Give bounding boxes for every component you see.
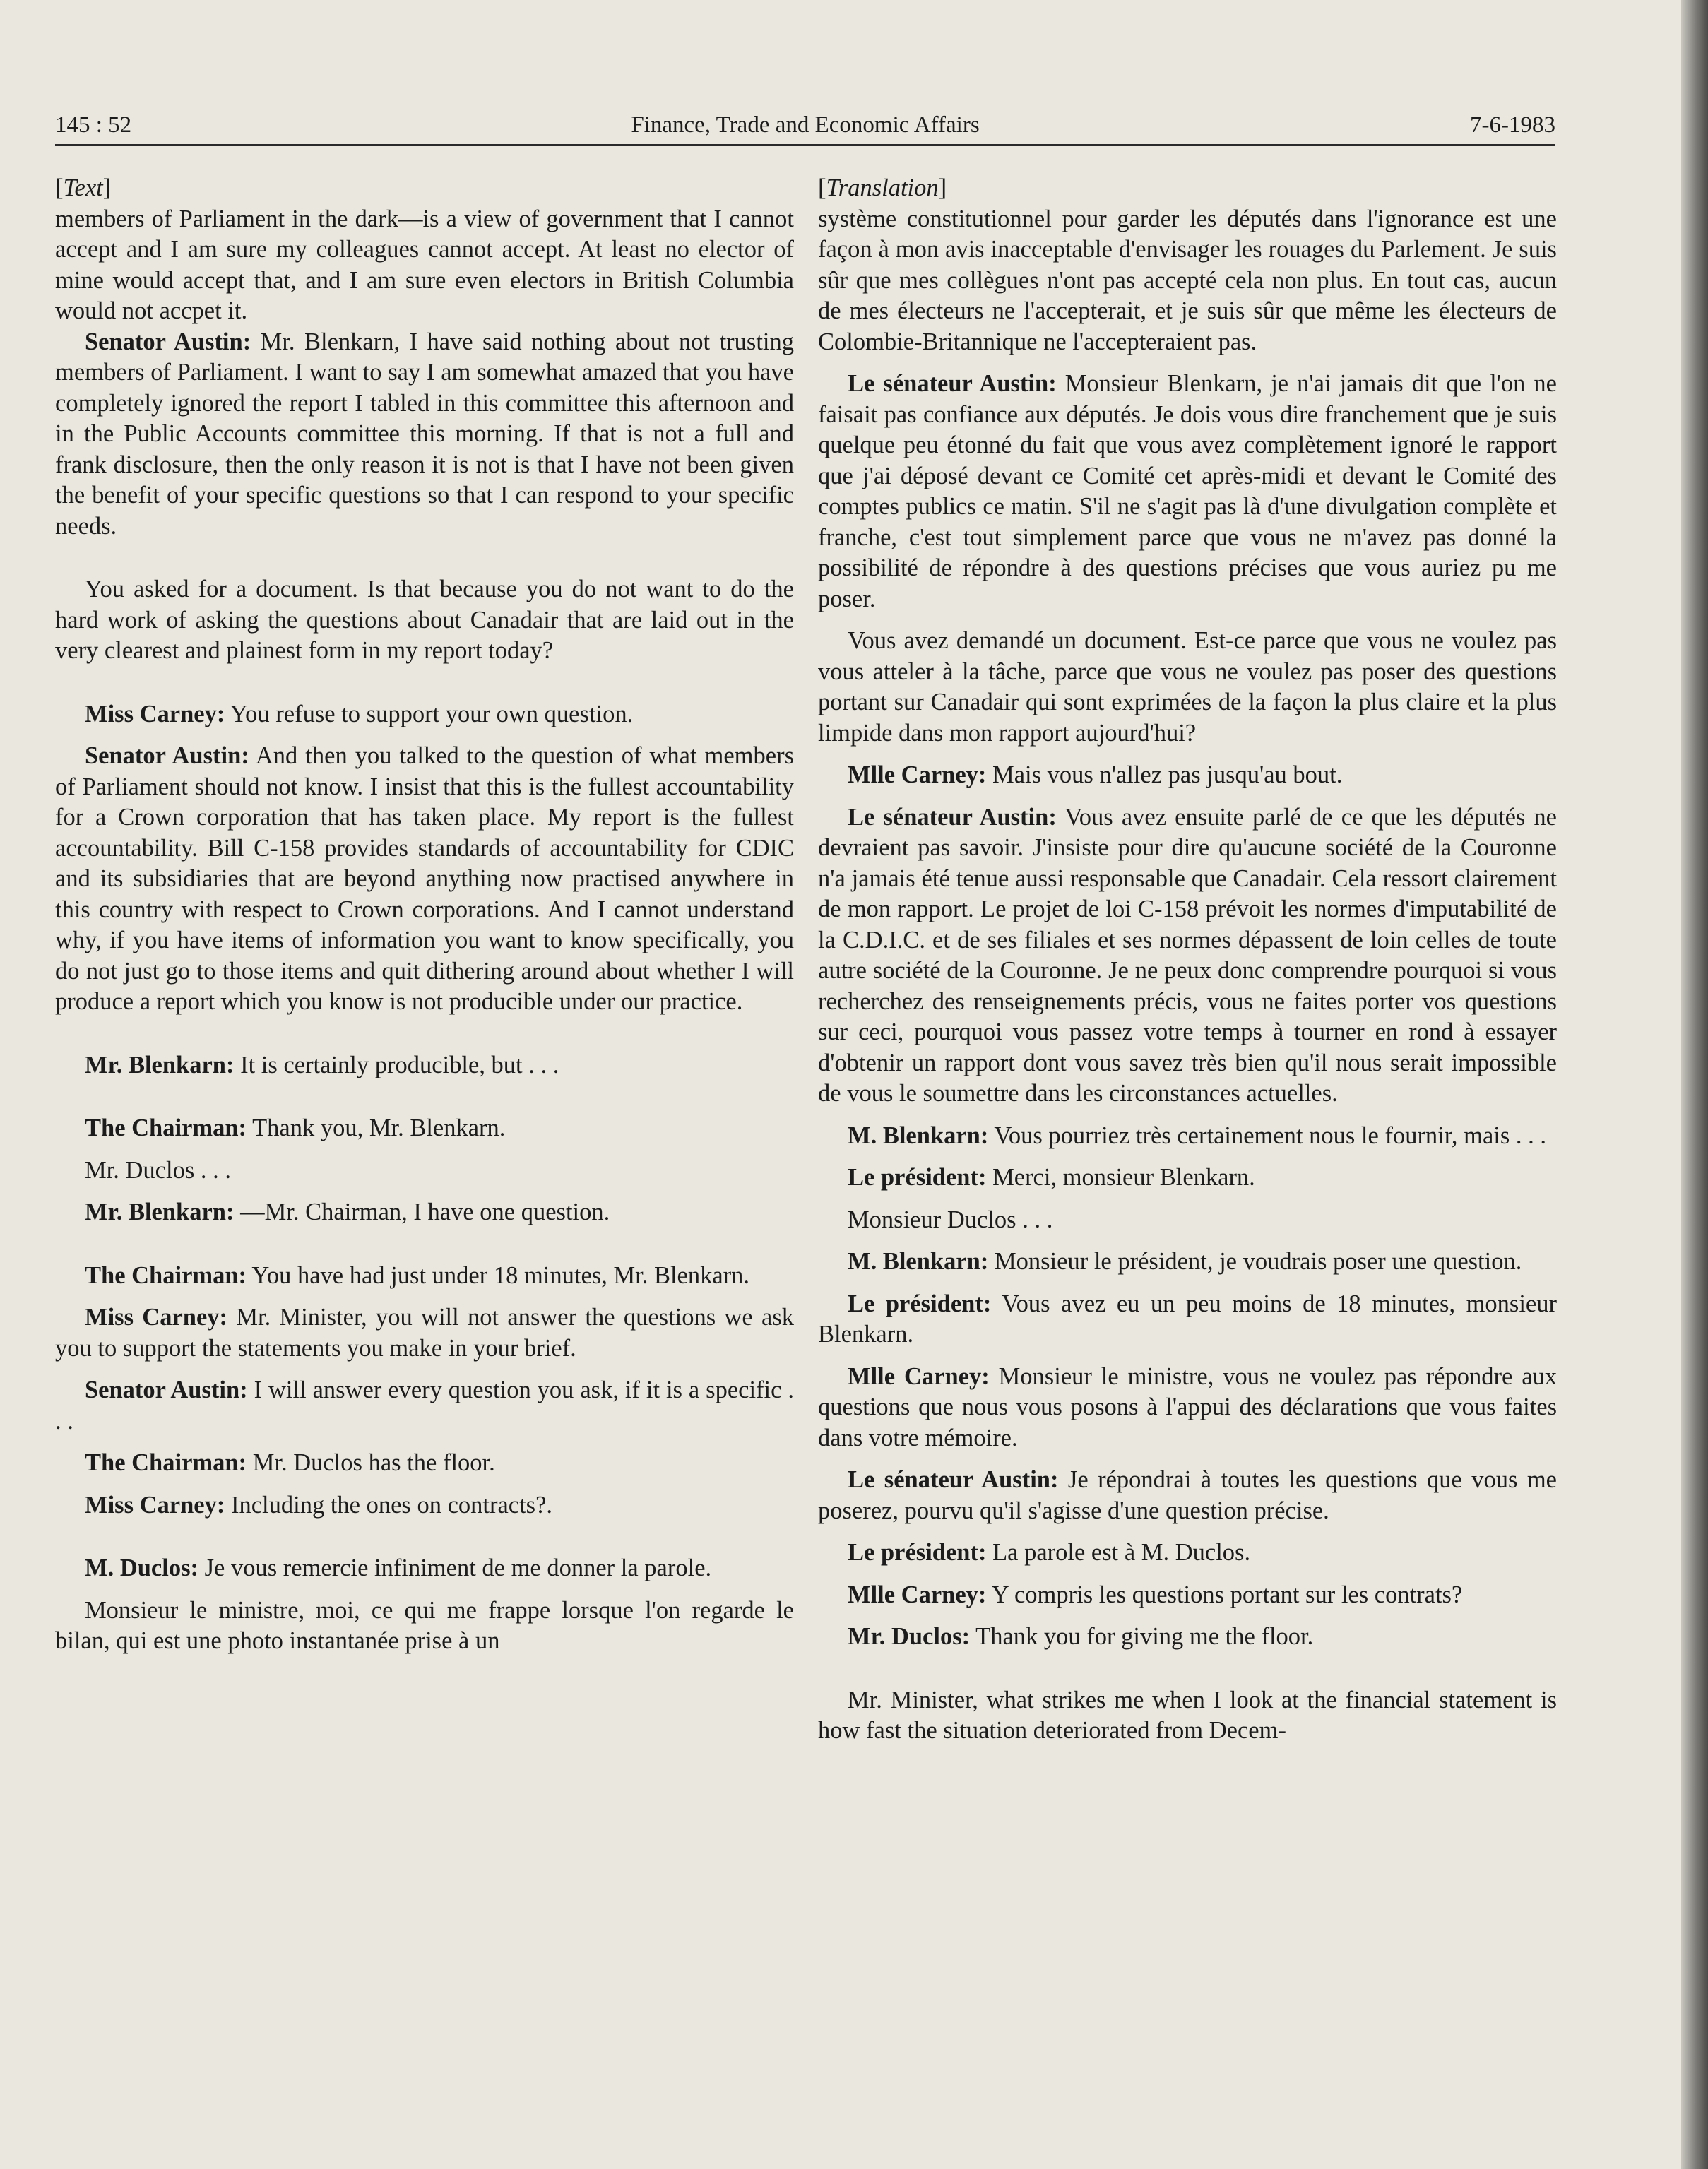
paragraph: Mlle Carney: Monsieur le ministre, vous ne voulez pas répondre aux questions que nous vous posons à l'appui des déclarations que vous faites dans votre mémoire. <box>818 1362 1558 1451</box>
paragraph: Le sénateur Austin: Je répondrai à toutes les questions que vous me poserez, pourvu qu'il s'agisse d'une question précise. <box>818 1466 1557 1524</box>
speaker-name: Miss Carney: <box>85 700 225 727</box>
paragraph: Senator Austin: And then you talked to the question of what members of Parliament should not know. I insist that this is the fullest accountability for a Crown corporation that has taken place. My report is the fullest accountability. Bill C-158 provides standards of accountability for CDIC and its subsidiaries that are beyond anything now practised anywhere in this country with respect to Crown corporations. And I cannot understand why, if you have items of information you want to know specifically, you do not just go to those items and quit dithering around about whether I will produce a report which you know is not producible under our practice. <box>55 742 794 1015</box>
header-rule <box>55 144 1555 146</box>
speaker-name: Le président: <box>848 1539 987 1566</box>
paragraph: Miss Carney: You refuse to support your own question. <box>85 700 634 727</box>
speaker-name: Le président: <box>848 1164 987 1191</box>
speaker-name: The Chairman: <box>85 1449 247 1476</box>
paragraph: Le sénateur Austin: Monsieur Blenkarn, je n'ai jamais dit que l'on ne faisait pas confiance aux députés. Je dois vous dire franchement que je suis quelque peu étonné du fait que vous avez complètement ignoré le rapport que j'ai déposé devant ce Comité cet après-midi et devant le Comité des comptes publics ce matin. S'il ne s'agit pas là d'une divulgation complète et franche, c'est tout simplement parce que vous ne m'avez pas donné la possibilité de répondre à des questions précises que vous auriez pu me poser. <box>818 370 1557 612</box>
paragraph: Le président: Merci, monsieur Blenkarn. <box>848 1164 1255 1191</box>
speaker-name: Mr. Duclos: <box>848 1623 971 1650</box>
speaker-name: Senator Austin: <box>85 328 251 355</box>
paragraph: Miss Carney: Mr. Minister, you will not answer the questions we ask you to support the statements you make in your brief. <box>55 1304 795 1362</box>
paragraph: M. Blenkarn: Monsieur le président, je voudrais poser une question. <box>848 1248 1522 1275</box>
paragraph: M. Duclos: Je vous remercie infiniment de me donner la parole. <box>85 1555 712 1581</box>
left-column-english <box>55 173 794 1668</box>
speaker-name: Mr. Blenkarn: <box>85 1199 235 1225</box>
paragraph: You asked for a document. Is that because you do not want to do the hard work of asking the questions about Canadair that are laid out in the very clearest and plainest form in my report today? <box>55 576 794 664</box>
paragraph: Monsieur le ministre, moi, ce qui me frappe lorsque l'on regarde le bilan, qui est une photo instantanée prise à un <box>55 1596 794 1654</box>
speaker-name: M. Blenkarn: <box>848 1122 989 1149</box>
speaker-name: Le président: <box>848 1290 992 1317</box>
speaker-name: Senator Austin: <box>85 742 249 769</box>
paragraph: Mlle Carney: Y compris les questions portant sur les contrats? <box>848 1581 1463 1608</box>
running-title: Finance, Trade and Economic Affairs <box>631 112 980 138</box>
page-header <box>55 106 1555 143</box>
paragraph: Miss Carney: Including the ones on contracts?. <box>85 1491 553 1519</box>
paragraph: Vous avez demandé un document. Est-ce parce que vous ne voulez pas vous atteler à la tâche, parce que vous ne voulez pas poser des questions portant sur Canadair qui sont exprimées de la façon la plus claire et la plus limpide dans mon rapport aujourd'hui? <box>818 627 1557 747</box>
column-label: [Text] <box>55 174 112 201</box>
speaker-name: Mr. Blenkarn: <box>85 1051 235 1078</box>
paragraph: système constitutionnel pour garder les députés dans l'ignorance est une façon à mon avis inacceptable d'envisager les rouages du Parlement. Je suis sûr que mes collègues n'ont pas accepté cela non plus. En tout cas, aucun de mes électeurs ne l'accepterait, et je suis sûr que même les électeurs de Colombie-Britannique ne l'accepteraient pas. <box>818 205 1557 355</box>
page-number: 145 : 52 <box>55 112 132 138</box>
header-date: 7-6-1983 <box>1470 112 1555 138</box>
paragraph: Senator Austin: I will answer every question you ask, if it is a specific . . . <box>55 1377 794 1434</box>
page-binding-edge <box>1681 0 1708 2169</box>
speaker-name: Senator Austin: <box>85 1377 248 1403</box>
paragraph: Mr. Blenkarn: —Mr. Chairman, I have one question. <box>85 1199 610 1225</box>
paragraph: Le sénateur Austin: Vous avez ensuite parlé de ce que les députés ne devraient pas savoir. J'insiste pour dire qu'aucune société de la Couronne n'a jamais été tenue aussi responsable que Canadair. Cela ressort clairement de mon rapport. Le projet de loi C-158 prévoit les normes d'imputabilité de la C.D.I.C. et de ses filiales et ses normes dépassent de loin celles de toute autre société de la Couronne. Je ne peux donc comprendre pourquoi si vous recherchez des renseignements précis, vous ne faites porter vos questions sur ceci, pourquoi vous passez votre temps à tourner en rond à essayer d'obtenir un rapport dont vous savez très bien qu'il nous serait impossible de vous le soumettre dans les circonstances actuelles. <box>818 803 1557 1107</box>
speaker-name: The Chairman: <box>85 1115 247 1141</box>
paragraph: Mr. Blenkarn: It is certainly producible, but . . . <box>85 1051 559 1078</box>
paragraph: The Chairman: You have had just under 18 minutes, Mr. Blenkarn. <box>85 1261 750 1289</box>
speaker-name: Le sénateur Austin: <box>848 1466 1059 1493</box>
speaker-name: The Chairman: <box>85 1261 247 1289</box>
paragraph: Mr. Duclos . . . <box>85 1156 231 1184</box>
speaker-name: Miss Carney: <box>85 1491 225 1519</box>
paragraph: The Chairman: Thank you, Mr. Blenkarn. <box>85 1115 506 1141</box>
speaker-name: M. Duclos: <box>85 1555 198 1581</box>
speaker-name: Mlle Carney: <box>848 1362 990 1390</box>
speaker-name: Miss Carney: <box>85 1304 228 1331</box>
paragraph: Mlle Carney: Mais vous n'allez pas jusqu'au bout. <box>848 761 1343 788</box>
paragraph: Mr. Minister, what strikes me when I look at the financial statement is how fast the situation deteriorated from Decem- <box>818 1686 1557 1744</box>
speaker-name: Le sénateur Austin: <box>848 803 1057 831</box>
paragraph: The Chairman: Mr. Duclos has the floor. <box>85 1449 495 1476</box>
column-label: [Translation] <box>818 174 947 201</box>
paragraph: M. Blenkarn: Vous pourriez très certainement nous le fournir, mais . . . <box>848 1122 1547 1149</box>
paragraph: members of Parliament in the dark—is a view of government that I cannot accept and I am sure my colleagues cannot accept. At least no elector of mine would accept that, and I am sure even electors in British Columbia would not accpet it. <box>55 205 794 324</box>
paragraph: Monsieur Duclos . . . <box>848 1206 1053 1233</box>
speaker-name: Mlle Carney: <box>848 1581 987 1608</box>
speaker-name: Le sénateur Austin: <box>848 370 1057 397</box>
paragraph: Le président: La parole est à M. Duclos. <box>848 1539 1251 1566</box>
speaker-name: M. Blenkarn: <box>848 1248 989 1275</box>
paragraph: Senator Austin: Mr. Blenkarn, I have said nothing about not trusting members of Parliament. I want to say I am somewhat amazed that you have completely ignored the report I tabled in this committee this afternoon and in the Public Accounts committee this morning. If that is not a full and frank disclosure, then the only reason it is not is that I have not been given the benefit of your specific questions so that I can respond to your specific needs. <box>55 328 795 540</box>
right-column-translation <box>818 173 1557 1758</box>
speaker-name: Mlle Carney: <box>848 761 987 788</box>
paragraph: Le président: Vous avez eu un peu moins de 18 minutes, monsieur Blenkarn. <box>818 1290 1557 1348</box>
paragraph: Mr. Duclos: Thank you for giving me the floor. <box>848 1623 1314 1650</box>
